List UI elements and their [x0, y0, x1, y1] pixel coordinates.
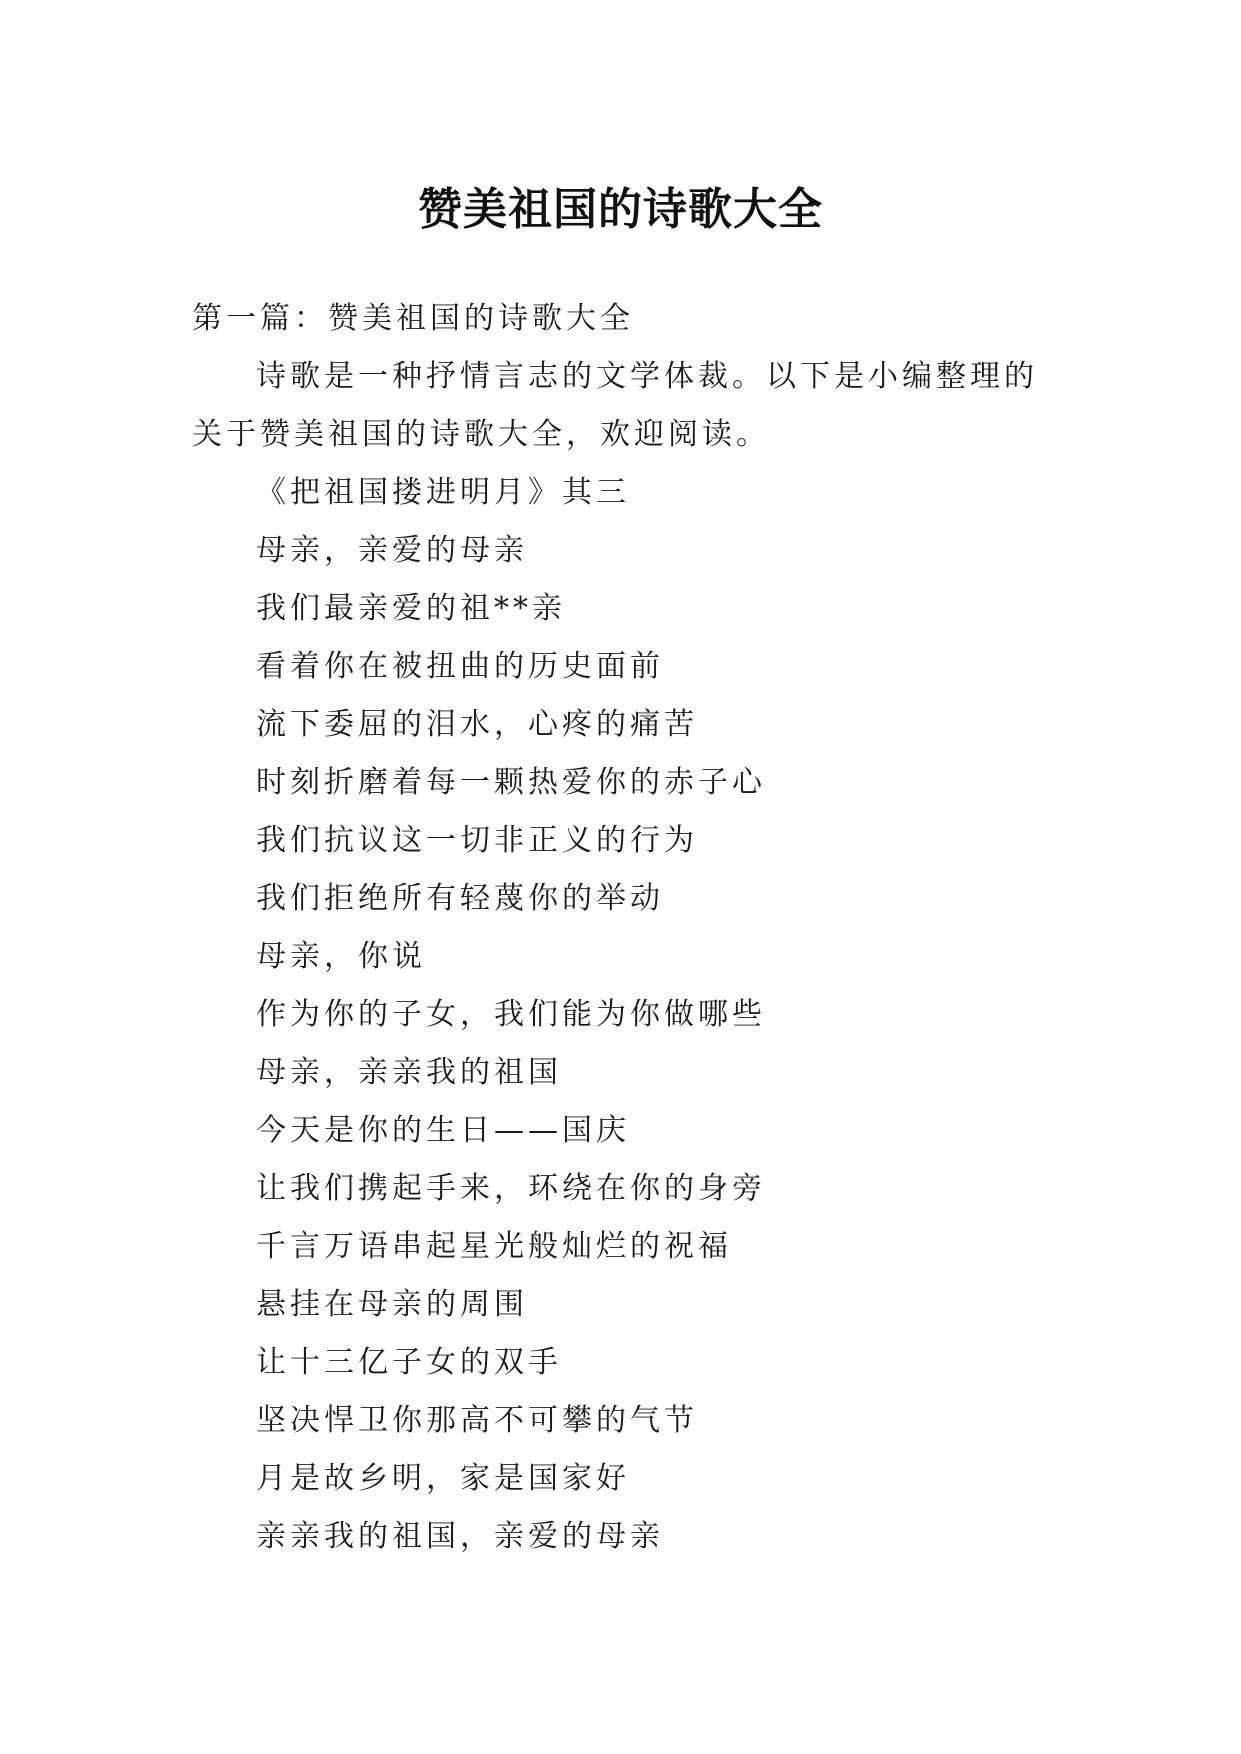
poem-line: 今天是你的生日——国庆	[256, 1113, 630, 1148]
poem-line: 母亲，你说	[256, 939, 426, 974]
poem-line: 流下委屈的泪水，心疼的痛苦	[256, 707, 698, 742]
poem-line: 母亲，亲爱的母亲	[256, 533, 528, 568]
poem-title: 《把祖国搂进明月》其三	[256, 475, 630, 510]
poem-line: 时刻折磨着每一颗热爱你的赤子心	[256, 765, 766, 800]
poem-line: 我们拒绝所有轻蔑你的举动	[256, 881, 664, 916]
intro-paragraph: 诗歌是一种抒情言志的文学体裁。以下是小编整理的关于赞美祖国的诗歌大全，欢迎阅读。	[192, 359, 1038, 452]
poem-line: 让十三亿子女的双手	[256, 1345, 562, 1380]
section-heading: 第一篇：赞美祖国的诗歌大全	[192, 301, 634, 336]
poem-line: 坚决悍卫你那高不可攀的气节	[256, 1403, 698, 1438]
poem-line: 千言万语串起星光般灿烂的祝福	[256, 1229, 732, 1264]
poem-line: 亲亲我的祖国，亲爱的母亲	[256, 1519, 664, 1554]
poem-line: 看着你在被扭曲的历史面前	[256, 649, 664, 684]
document-body	[192, 290, 1052, 1566]
poem-line: 月是故乡明，家是国家好	[256, 1461, 630, 1496]
poem-line: 我们最亲爱的祖**亲	[256, 591, 566, 626]
poem-line: 我们抗议这一切非正义的行为	[256, 823, 698, 858]
poem-line: 作为你的子女，我们能为你做哪些	[256, 997, 766, 1032]
poem-line: 悬挂在母亲的周围	[256, 1287, 528, 1322]
poem-line: 母亲，亲亲我的祖国	[256, 1055, 562, 1090]
poem-line: 让我们携起手来，环绕在你的身旁	[256, 1171, 766, 1206]
document-title: 赞美祖国的诗歌大全	[418, 184, 823, 236]
